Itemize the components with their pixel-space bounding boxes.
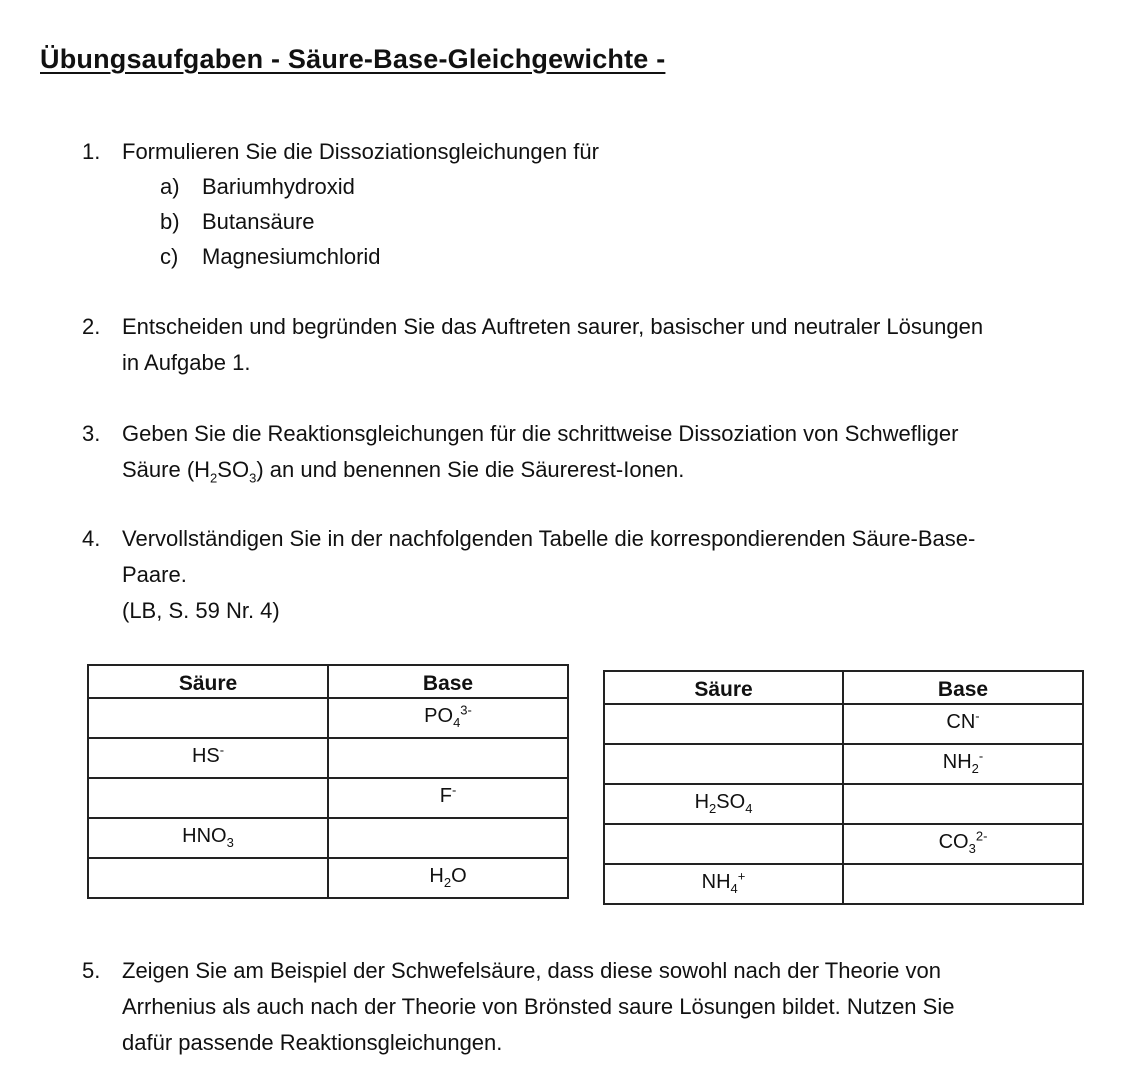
item-label: a) (160, 174, 180, 199)
table-row (88, 778, 568, 818)
item-label: c) (160, 244, 179, 269)
task-number: 1. (82, 139, 101, 164)
item-text: Bariumhydroxid (202, 174, 355, 199)
cell-acid[interactable] (88, 858, 328, 898)
table-row (88, 738, 568, 778)
cell-base[interactable]: CN- (843, 704, 1083, 744)
table-row (88, 698, 568, 738)
cell-acid[interactable]: $H_2SO_4$ (604, 784, 843, 824)
acid-base-table-right (603, 670, 1084, 905)
task-reference: (LB, S. 59 Nr. 4) (122, 598, 280, 623)
cell-acid[interactable] (88, 698, 328, 738)
column-header-acid: Säure (604, 671, 843, 704)
task-text-line: Entscheiden und begründen Sie das Auftreten saurer, basischer und neutraler Lösungen (122, 314, 984, 339)
task-text-line: in Aufgabe 1. (122, 350, 251, 375)
cell-base[interactable]: $NH_2^-$ (843, 744, 1083, 784)
column-header-base: Base (843, 671, 1083, 704)
task-1-item-a (0, 169, 600, 205)
task-text-line: Säure $(H_2SO_3)$ an und benennen Sie die Säurerest-Ionen. (122, 457, 685, 486)
task-text-line: Zeigen Sie am Beispiel der Schwefelsäure, dass diese sowohl nach der Theorie von (122, 958, 941, 983)
cell-acid[interactable] (604, 744, 843, 784)
table-row (604, 824, 1083, 864)
table-row (604, 744, 1083, 784)
table-row (604, 784, 1083, 824)
task-3 (0, 416, 1133, 488)
task-text-line: Geben Sie die Reaktionsgleichungen für die schrittweise Dissoziation von Schwefliger (122, 421, 959, 446)
cell-base[interactable] (328, 818, 568, 858)
cell-base[interactable]: F- (328, 778, 568, 818)
cell-base[interactable]: $CO_3^{2-}$ (843, 824, 1083, 864)
task-text-line: Arrhenius als auch nach der Theorie von Brönsted saure Lösungen bildet. Nutzen Sie (122, 994, 955, 1019)
task-text-line: Paare. (122, 562, 187, 587)
item-text: Butansäure (202, 209, 315, 234)
cell-acid[interactable] (88, 778, 328, 818)
item-text: Magnesiumchlorid (202, 244, 381, 269)
column-header-base: Base (328, 665, 568, 698)
task-4 (0, 521, 1133, 631)
task-2 (0, 309, 1133, 381)
task-1 (0, 134, 1133, 170)
task-5 (0, 953, 1133, 1061)
cell-base[interactable] (843, 784, 1083, 824)
table-header-row (604, 671, 1083, 704)
task-number: 4. (82, 526, 101, 551)
task-1-item-b (0, 204, 600, 240)
acid-base-table-left (87, 664, 569, 899)
table-row (88, 818, 568, 858)
task-1-item-c (0, 239, 600, 275)
table-row (604, 704, 1083, 744)
cell-base[interactable] (843, 864, 1083, 904)
task-text-line: dafür passende Reaktionsgleichungen. (122, 1030, 503, 1055)
cell-base[interactable] (328, 738, 568, 778)
cell-acid[interactable] (604, 704, 843, 744)
task-number: 2. (82, 314, 101, 339)
cell-acid[interactable]: $HNO_3$ (88, 818, 328, 858)
table-header-row (88, 665, 568, 698)
task-number: 5. (82, 958, 101, 983)
task-text-line: Vervollständigen Sie in der nachfolgenden Tabelle die korrespondierenden Säure-Base- (122, 526, 976, 551)
page-title: Übungsaufgaben - Säure-Base-Gleichgewichte - (40, 44, 666, 74)
item-label: b) (160, 209, 180, 234)
column-header-acid: Säure (88, 665, 328, 698)
table-row (88, 858, 568, 898)
task-number: 3. (82, 421, 101, 446)
cell-acid[interactable]: $NH_4^+$ (604, 864, 843, 904)
cell-acid[interactable]: HS- (88, 738, 328, 778)
table-row (604, 864, 1083, 904)
task-text: Formulieren Sie die Dissoziationsgleichungen für (122, 139, 599, 164)
cell-base[interactable]: $PO_4^{3-}$ (328, 698, 568, 738)
cell-acid[interactable] (604, 824, 843, 864)
cell-base[interactable]: $H_2O$ (328, 858, 568, 898)
